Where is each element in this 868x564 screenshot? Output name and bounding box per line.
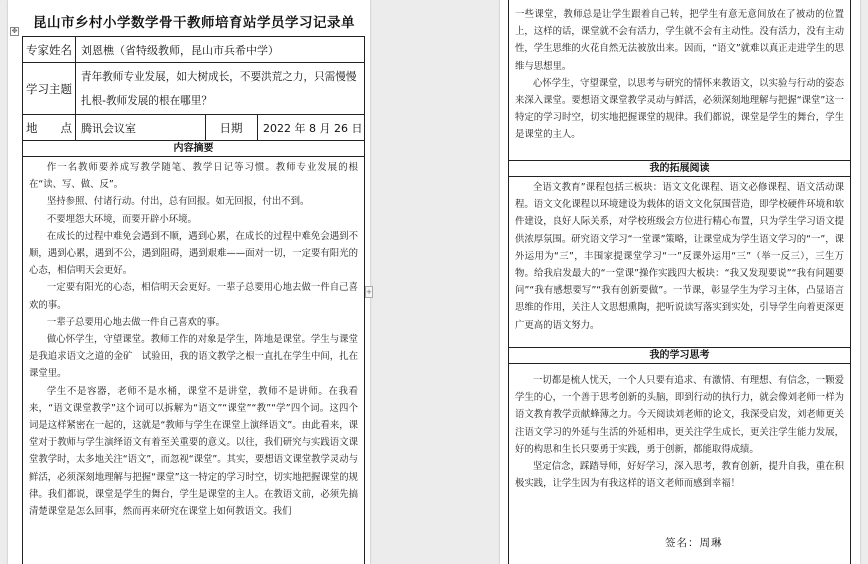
record-table [22, 36, 365, 564]
thinking-paragraph: 一切都是梳人忧天，一个人只要有追求、有激情、有理想、有信念，一颗爱学生的心，一个善于思考创新的头脑，即到行动的执行力，就会像刘老师一样为语文教育教学贡献蜂薄之力。今天阅读刘老师的论文，我深受启发，刘老师更关注语文学习的外延与生活的外延相串，更关注学生成长，更关注学生能力发展，好的构思和生长只要勇于实践，勇于创新，都能取得成绩。 [515, 375, 844, 455]
document-title: 昆山市乡村小学数学骨干教师培育站学员学习记录单 [33, 15, 355, 31]
summary-heading: 内容摘要 [23, 141, 364, 157]
summary-paragraph: 作一名教师要养成写教学随笔、教学日记等习惯。教师专业发展的根在“读、写、做、反”。 [29, 162, 358, 191]
topic-row [23, 63, 364, 115]
thinking-body [509, 364, 850, 492]
reading-heading: 我的拓展阅读 [509, 161, 850, 177]
summary-paragraph: 做心怀学生，守望课堂。教师工作的对象是学生，阵地是课堂。学生与课堂是我追求语文之道的金矿 试验田，我的语文教学之根一直扎在学生中间，扎在课堂里。 [29, 334, 358, 380]
reading-body [509, 177, 850, 334]
expert-row [23, 37, 364, 63]
continued-section [509, 0, 850, 160]
summary-paragraph: 一定要有阳光的心态，相信明天会更好。一辈子总要用心地去做一件自己喜欢的事。 [29, 282, 358, 311]
thinking-paragraph: 坚定信念，踩踏导师，好好学习，深入思考，教育创新，提升自我，重在积极实践，让学生因为有我这样的语文老师而感到幸福！ [515, 461, 844, 490]
topic-label: 学习主题 [26, 81, 72, 96]
document-page-right [500, 0, 860, 564]
place-label: 地 点 [26, 120, 72, 135]
expert-value: 刘恩樵（省特级教师，昆山市兵希中学） [81, 43, 279, 57]
document-page-left [8, 0, 370, 564]
date-label: 日期 [219, 120, 243, 135]
expert-label: 专家姓名 [26, 42, 72, 57]
topic-value: 青年教师专业发展，如大树成长，不要洪荒之力，只需慢慢扎根-教师发展的根在哪里？ [81, 70, 357, 107]
reading-paragraph: 全语文教育”课程包括三板块：语文文化课程、语文必修课程、语文活动课程。语文文化课程以环境建设为载体的语文文化氛围营造，即学校硬件环境和软件建设，良好人际关系，对学校班级会方位进行精心布置，只为学生学习语文提供浓厚氛围。研究语文学习“一堂课”策略，让课堂成为学生语文学习的“一”，课外运用为“三”，丰围家提课堂学习“一”反课外运用“三”（举一反三），三生万物。给我启发最大的“一堂课”操作实践四大板块：“我又发现要说”“我有问题要问”“我有感想要写”“我有创新要做”。一节课，彰显学生为学习主体，凸显语言思维的作用，关注人文思想熏陶，把听说读写落实到实处，引导学生向着更深更广更高的语文努力。 [515, 182, 844, 331]
thinking-section [509, 348, 850, 564]
place-date-row [23, 115, 364, 141]
table-move-handle-icon[interactable]: ✥ [11, 27, 18, 35]
reading-section [509, 161, 850, 347]
thinking-heading: 我的学习思考 [509, 348, 850, 364]
summary-paragraph: 学生不是容器，老师不是水桶，课堂不是讲堂，教师不是讲师。在我看来，“语文课堂教学”这个词可以拆解为“语文”“课堂”“教”“学”四个词。这四个词是这样紧密在一起的，这就是“教师与学生在课堂上演绎语文”。由此看来，课堂对于教师与学生演绎语文有着至关重要的意义。以往，我们研究与实践语文课堂教学时，太多地关注“语文”，而忽视“课堂”。其实，要想语文课堂教学灵动与鲜活，必须深刻地理解与把握“课堂”这一特定的学习时空，切实地把握课堂的规律。我们都说，课堂是学生的舞台，学生是课堂的主人。在教语文前，必须先搞清楚课堂是怎么回事，然而再来研究在课堂上如何教语文。我们 [29, 385, 358, 518]
date-value: 2022 年 8 月 26 日 [263, 121, 363, 135]
continued-body [509, 0, 850, 144]
place-value: 腾讯会议室 [81, 121, 136, 135]
summary-body [23, 157, 364, 520]
summary-paragraph: 在成长的过程中难免会遇到不顺，遇到心累，在成长的过程中难免会遇到不顺，遇到心累，遇到不公，遇到阻碍，遇到艰难——面对一切，一定要有阳光的心态，相信明天会更好。 [29, 230, 358, 277]
summary-paragraph: 不要埋怨大环境，而要开辟小环境。 [46, 213, 197, 225]
continued-paragraph: 心怀学生，守望课堂，以思考与研究的情怀来教语文，以实验与行动的姿态来深入课堂。要想语文课堂教学灵动与鲜活，必须深刻地理解与把握“课堂”这一特定的学习时空，切实地把握课堂的规律。我们都说，课堂是学生的舞台，学生是课堂的主人。 [515, 77, 844, 141]
continued-paragraph: 一些课堂，教师总是让学生跟着自己转，把学生有意无意间放在了被动的位置上，这样的话，课堂就不会有活力，学生就不会有主动性。没有活力，没有主动性，学生思维的火花自然无法被放出来。因而，“语文”就难以真正走进学生的思维与思想里。 [515, 9, 844, 72]
summary-paragraph: 一辈子总要用心地去做一件自己喜欢的事。 [46, 316, 225, 328]
summary-paragraph: 坚持参照、付诸行动。付出，总有回报。如无回报，付出不到。 [46, 196, 310, 208]
record-table-continued [508, 0, 851, 564]
page-expand-arrow-icon[interactable]: + [366, 288, 372, 296]
signature: 签名：周琳 [665, 537, 723, 549]
summary-section [23, 141, 364, 564]
